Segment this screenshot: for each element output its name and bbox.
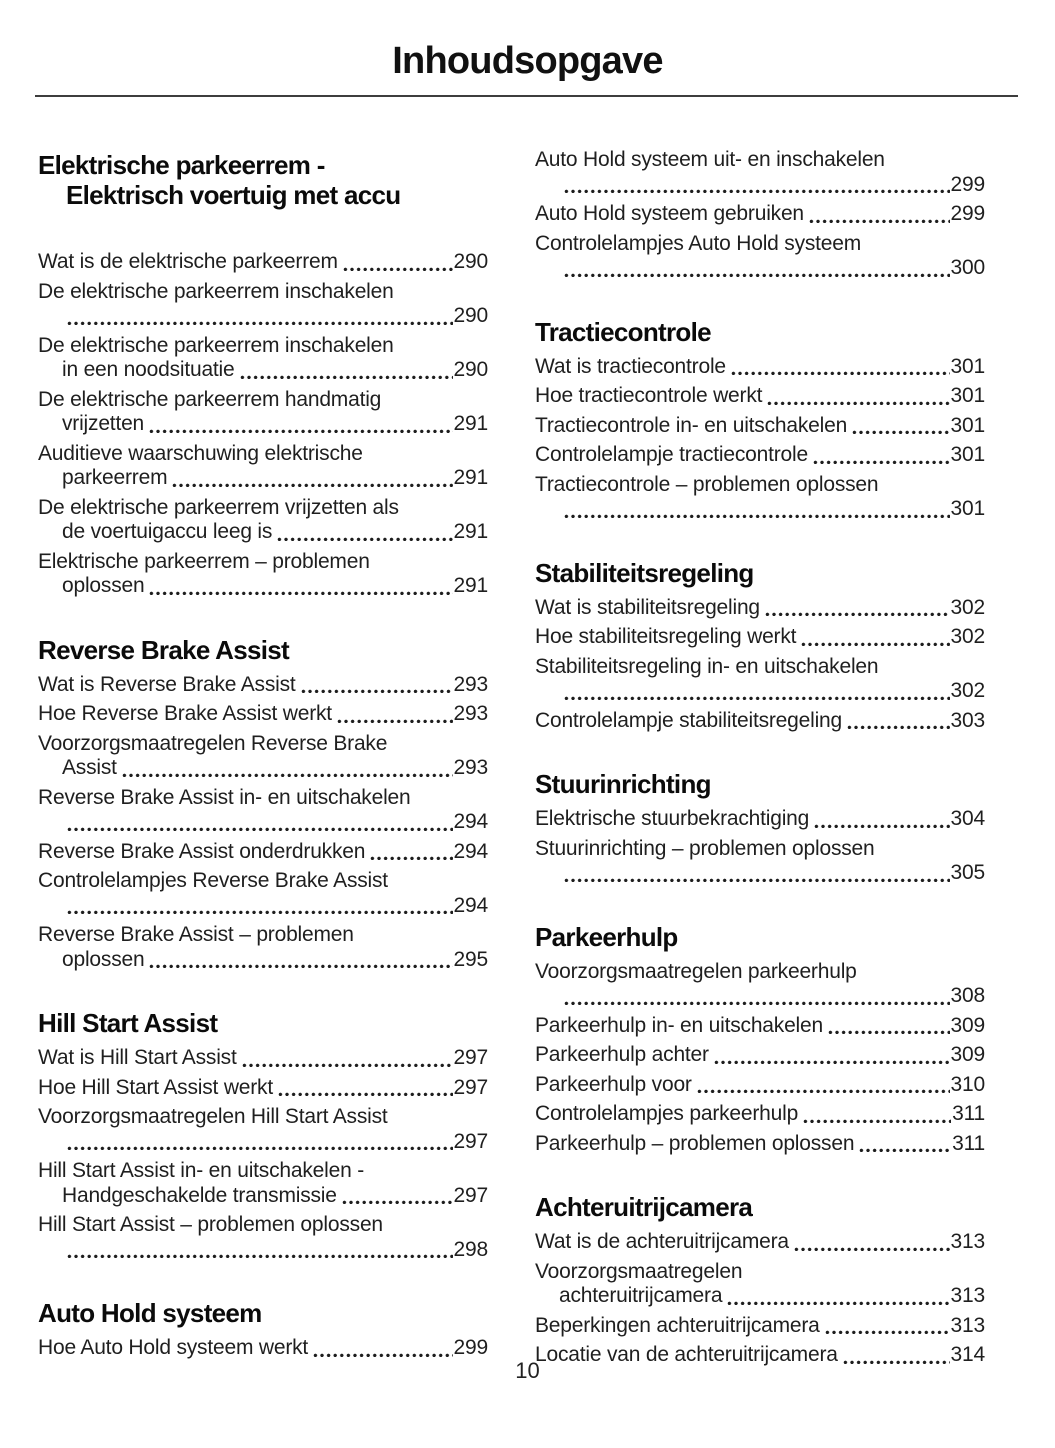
section-entries	[38, 1046, 488, 1262]
section-entries	[38, 673, 488, 973]
entry-label: Parkeerhulp voor	[535, 1072, 692, 1096]
entry-label: Auto Hold systeem gebruiken	[535, 202, 804, 225]
section-entries	[535, 596, 985, 734]
section-heading	[535, 769, 985, 799]
dot-leader	[828, 1030, 950, 1035]
entry-line	[38, 304, 488, 329]
entry-line	[535, 679, 985, 704]
dot-leader	[337, 719, 453, 724]
entry-label: Elektrische stuurbekrachtiging	[535, 807, 810, 830]
toc-entry	[535, 1102, 985, 1127]
entry-page-number: 309	[950, 1043, 985, 1066]
page-number: 10	[515, 1358, 540, 1383]
toc-section	[38, 1298, 488, 1361]
toc-entry	[535, 1132, 985, 1157]
entry-page-number: 301	[950, 413, 985, 437]
dot-leader	[767, 401, 949, 406]
toc-entry	[38, 673, 488, 698]
entry-line	[38, 358, 488, 383]
entry-label: Voorzorgsmaatregelen Hill Start Assist	[38, 1105, 388, 1128]
toc-entry	[535, 1073, 985, 1098]
entry-line	[38, 1184, 488, 1209]
toc-entry	[535, 625, 985, 650]
entry-label: De elektrische parkeerrem inschakelen	[38, 279, 394, 303]
dot-leader	[564, 189, 950, 194]
entry-label: Beperkingen achteruitrijcamera	[535, 1313, 820, 1337]
entry-page-number: 311	[952, 1131, 985, 1155]
heading-line: Tractiecontrole	[535, 316, 711, 347]
entry-label: Reverse Brake Assist – problemen	[38, 923, 354, 946]
dot-leader	[67, 827, 453, 832]
entry-line	[38, 466, 488, 491]
toc-entry	[535, 655, 985, 704]
heading-line: Auto Hold systeem	[38, 1298, 262, 1328]
entry-page-number: 293	[453, 756, 488, 779]
toc-section	[535, 769, 985, 886]
entry-label: De elektrische parkeerrem inschakelen	[38, 333, 394, 357]
toc-entry	[535, 1014, 985, 1039]
entry-label: Assist	[62, 756, 117, 779]
dot-leader	[172, 483, 452, 488]
entry-label: oplossen	[62, 574, 145, 597]
toc-entry	[38, 334, 488, 383]
entry-label: Parkeerhulp achter	[535, 1043, 709, 1066]
toc-section	[38, 150, 488, 599]
entry-label: Hoe Auto Hold systeem werkt	[38, 1336, 309, 1359]
dot-leader	[813, 460, 950, 465]
entry-line	[38, 756, 488, 781]
entry-label: Handgeschakelde transmissie	[62, 1183, 337, 1207]
entry-page-number: 294	[453, 893, 488, 917]
toc-entry	[535, 148, 985, 197]
toc-entry	[535, 355, 985, 380]
entry-page-number: 302	[950, 625, 985, 648]
section-entries	[535, 355, 985, 522]
toc-entry	[535, 384, 985, 409]
toc-entry	[38, 550, 488, 599]
entry-page-number: 297	[453, 1129, 488, 1153]
section-heading	[38, 635, 488, 665]
toc-entry	[38, 702, 488, 727]
toc-entry	[38, 732, 488, 781]
entry-page-number: 300	[950, 256, 985, 279]
section-heading	[535, 317, 985, 347]
entry-page-number: 304	[950, 807, 985, 830]
dot-leader	[714, 1060, 950, 1065]
toc-section	[38, 635, 488, 973]
section-entries	[38, 218, 488, 599]
toc-entry	[535, 960, 985, 1009]
toc-entry	[38, 280, 488, 329]
section-entries	[535, 807, 985, 886]
entry-page-number: 295	[453, 947, 488, 971]
entry-page-number: 297	[453, 1046, 488, 1069]
entry-label: oplossen	[62, 947, 145, 971]
toc-entry	[535, 596, 985, 621]
entry-label: Wat is stabiliteitsregeling	[535, 595, 760, 619]
entry-page-number: 299	[950, 202, 985, 225]
entry-label: Voorzorgsmaatregelen parkeerhulp	[535, 959, 857, 983]
entry-page-number: 313	[950, 1313, 985, 1337]
toc-entry	[38, 923, 488, 972]
heading-line: Hill Start Assist	[38, 1008, 218, 1038]
dot-leader	[301, 689, 453, 694]
entry-page-number: 291	[453, 412, 488, 435]
dot-leader	[149, 429, 453, 434]
dot-leader	[278, 1092, 453, 1097]
dot-leader	[852, 430, 949, 435]
entry-label: Wat is Reverse Brake Assist	[38, 672, 296, 696]
entry-page-number: 290	[453, 358, 488, 381]
toc-entry	[535, 1230, 985, 1255]
heading-line: Achteruitrijcamera	[535, 1192, 753, 1222]
entry-line	[535, 497, 985, 522]
entry-page-number: 293	[453, 702, 488, 725]
entry-page-number: 313	[950, 1230, 985, 1253]
entry-label: Tractiecontrole – problemen oplossen	[535, 472, 879, 496]
dot-leader	[814, 824, 949, 829]
section-heading	[535, 1192, 985, 1222]
section-heading	[535, 558, 985, 588]
dot-leader	[240, 375, 453, 380]
toc-entry	[535, 232, 985, 281]
section-entries	[535, 1230, 985, 1368]
toc-entry	[535, 1043, 985, 1068]
entry-label: Hoe Hill Start Assist werkt	[38, 1075, 273, 1099]
entry-label: Wat is de achteruitrijcamera	[535, 1230, 789, 1253]
dot-leader	[67, 321, 453, 326]
entry-label: Hoe stabiliteitsregeling werkt	[535, 625, 797, 648]
entry-label: De elektrische parkeerrem handmatig	[38, 387, 382, 411]
entry-label: Wat is de elektrische parkeerrem	[38, 250, 338, 273]
dot-leader	[564, 273, 950, 278]
toc-entry	[535, 414, 985, 439]
entry-label: Controlelampje tractiecontrole	[535, 443, 808, 466]
toc-entry	[38, 442, 488, 491]
entry-label: achteruitrijcamera	[559, 1284, 723, 1307]
dot-leader	[564, 696, 950, 701]
dot-leader	[149, 591, 452, 596]
entry-label: Parkeerhulp in- en uitschakelen	[535, 1013, 823, 1037]
entry-label: Reverse Brake Assist onderdrukken	[38, 839, 366, 863]
entry-line	[38, 1238, 488, 1263]
entry-page-number: 297	[453, 1075, 488, 1099]
entry-label: vrijzetten	[62, 412, 145, 435]
entry-page-number: 310	[950, 1072, 985, 1096]
dot-leader	[342, 1200, 453, 1205]
dot-leader	[809, 219, 950, 224]
toc-entry	[38, 1213, 488, 1262]
toc-entry	[38, 786, 488, 835]
entry-page-number: 311	[952, 1102, 985, 1125]
toc-section	[535, 1192, 985, 1368]
dot-leader	[67, 1146, 453, 1151]
entry-page-number: 301	[950, 497, 985, 520]
entry-label: Locatie van de achteruitrijcamera	[535, 1343, 838, 1366]
dot-leader	[313, 1353, 452, 1358]
dot-leader	[149, 964, 452, 969]
toc-entry	[38, 1159, 488, 1208]
entry-label: Controlelampjes parkeerhulp	[535, 1102, 799, 1125]
entry-page-number: 291	[453, 574, 488, 597]
entry-page-number: 301	[950, 354, 985, 378]
entry-page-number: 302	[950, 679, 985, 702]
entry-line	[535, 861, 985, 886]
toc-entry	[38, 1076, 488, 1101]
heading-line: Elektrische parkeerrem -	[38, 150, 325, 180]
toc-section	[535, 148, 985, 281]
toc-entry	[535, 202, 985, 227]
entry-label: Wat is Hill Start Assist	[38, 1046, 237, 1069]
section-heading	[38, 1298, 488, 1328]
dot-leader	[343, 267, 453, 272]
toc-entry	[38, 250, 488, 275]
toc-entry	[535, 1260, 985, 1309]
entry-label: Voorzorgsmaatregelen	[535, 1259, 743, 1283]
heading-line: Elektrisch voertuig met accu	[66, 180, 401, 210]
entry-line	[535, 1284, 985, 1309]
toc-entry	[38, 840, 488, 865]
dot-leader	[370, 856, 452, 861]
entry-page-number: 299	[453, 1336, 488, 1359]
entry-page-number: 313	[950, 1284, 985, 1307]
entry-page-number: 291	[453, 466, 488, 489]
entry-page-number: 303	[950, 708, 985, 732]
entry-page-number: 294	[453, 810, 488, 833]
toc-section	[535, 558, 985, 734]
dot-leader	[825, 1330, 950, 1335]
entry-page-number: 297	[453, 1183, 488, 1207]
entry-line	[38, 412, 488, 437]
toc-section	[535, 317, 985, 522]
entry-page-number: 293	[453, 672, 488, 696]
entry-label: Reverse Brake Assist in- en uitschakelen	[38, 785, 411, 809]
entry-label: Auto Hold systeem uit- en inschakelen	[535, 148, 885, 171]
dot-leader	[564, 1001, 950, 1006]
section-entries	[38, 1336, 488, 1361]
toc-entry	[38, 1046, 488, 1071]
entry-page-number: 301	[950, 443, 985, 466]
entry-label: parkeerrem	[62, 466, 168, 489]
dot-leader	[564, 878, 950, 883]
toc-entry	[38, 388, 488, 437]
entry-label: Controlelampje stabiliteitsregeling	[535, 708, 842, 732]
dot-leader	[697, 1089, 950, 1094]
toc-entry	[38, 869, 488, 918]
toc-section	[38, 1008, 488, 1262]
dot-leader	[803, 1119, 951, 1124]
entry-line	[38, 574, 488, 599]
dot-leader	[727, 1301, 949, 1306]
dot-leader	[67, 910, 453, 915]
dot-leader	[242, 1063, 453, 1068]
entry-label: Stabiliteitsregeling in- en uitschakelen	[535, 654, 879, 678]
entry-label: in een noodsituatie	[62, 358, 235, 381]
dot-leader	[801, 642, 949, 647]
dot-leader	[847, 725, 950, 730]
entry-page-number: 294	[453, 839, 488, 863]
entry-label: Tractiecontrole in- en uitschakelen	[535, 413, 848, 437]
entry-page-number: 298	[453, 1237, 488, 1261]
entry-page-number: 302	[950, 595, 985, 619]
toc-entry	[38, 1105, 488, 1154]
entry-label: Controlelampjes Reverse Brake Assist	[38, 869, 388, 892]
entry-page-number: 301	[950, 384, 985, 407]
entry-page-number: 305	[950, 861, 985, 884]
dot-leader	[122, 773, 453, 778]
section-heading	[38, 1008, 488, 1038]
toc-section	[535, 922, 985, 1157]
entry-page-number: 290	[453, 250, 488, 273]
heading-line: Stabiliteitsregeling	[535, 557, 754, 588]
entry-line	[38, 894, 488, 919]
entry-page-number: 299	[950, 172, 985, 196]
section-heading	[535, 922, 985, 952]
dot-leader	[277, 537, 452, 542]
entry-line	[535, 173, 985, 198]
toc-entry	[535, 443, 985, 468]
entry-label: Hill Start Assist – problemen oplossen	[38, 1213, 383, 1236]
dot-leader	[564, 514, 950, 519]
entry-label: Wat is tractiecontrole	[535, 354, 726, 378]
entry-label: Parkeerhulp – problemen oplossen	[535, 1131, 855, 1155]
dot-leader	[731, 371, 950, 376]
dot-leader	[765, 612, 950, 617]
entry-label: Elektrische parkeerrem – problemen	[38, 549, 370, 573]
toc-entry	[535, 473, 985, 522]
title-divider	[35, 95, 1018, 97]
toc-entry	[38, 496, 488, 545]
entry-label: de voertuigaccu leeg is	[62, 520, 273, 543]
entry-label: Hoe tractiecontrole werkt	[535, 384, 763, 407]
toc-column-right	[535, 148, 985, 1373]
toc-entry	[535, 807, 985, 832]
section-entries	[535, 148, 985, 281]
entry-line	[38, 520, 488, 545]
entry-line	[535, 256, 985, 281]
entry-label: Voorzorgsmaatregelen Reverse Brake	[38, 731, 388, 755]
entry-label: Hoe Reverse Brake Assist werkt	[38, 702, 332, 725]
section-entries	[535, 960, 985, 1157]
toc-column-left	[38, 148, 488, 1366]
toc-entry	[535, 709, 985, 734]
toc-entry	[535, 1314, 985, 1339]
heading-line: Parkeerhulp	[535, 921, 678, 952]
entry-line	[535, 984, 985, 1009]
entry-label: De elektrische parkeerrem vrijzetten als	[38, 495, 399, 519]
entry-page-number: 309	[950, 1013, 985, 1037]
entry-label: Controlelampjes Auto Hold systeem	[535, 231, 862, 255]
toc-entry	[535, 837, 985, 886]
entry-page-number: 308	[950, 984, 985, 1007]
dot-leader	[859, 1148, 951, 1153]
entry-page-number: 290	[453, 304, 488, 327]
heading-line: Stuurinrichting	[535, 769, 711, 799]
entry-page-number: 314	[950, 1343, 985, 1366]
entry-line	[38, 948, 488, 973]
heading-line: Reverse Brake Assist	[38, 634, 289, 665]
entry-line	[38, 810, 488, 835]
entry-label: Hill Start Assist in- en uitschakelen -	[38, 1159, 364, 1182]
dot-leader	[794, 1247, 950, 1252]
entry-label: Stuurinrichting – problemen oplossen	[535, 836, 875, 860]
dot-leader	[67, 1254, 453, 1259]
toc-entry	[38, 1336, 488, 1361]
entry-label: Auditieve waarschuwing elektrische	[38, 441, 363, 465]
entry-line	[38, 1130, 488, 1155]
section-heading	[38, 150, 488, 210]
entry-page-number: 291	[453, 520, 488, 543]
page-title: Inhoudsopgave	[392, 40, 663, 82]
